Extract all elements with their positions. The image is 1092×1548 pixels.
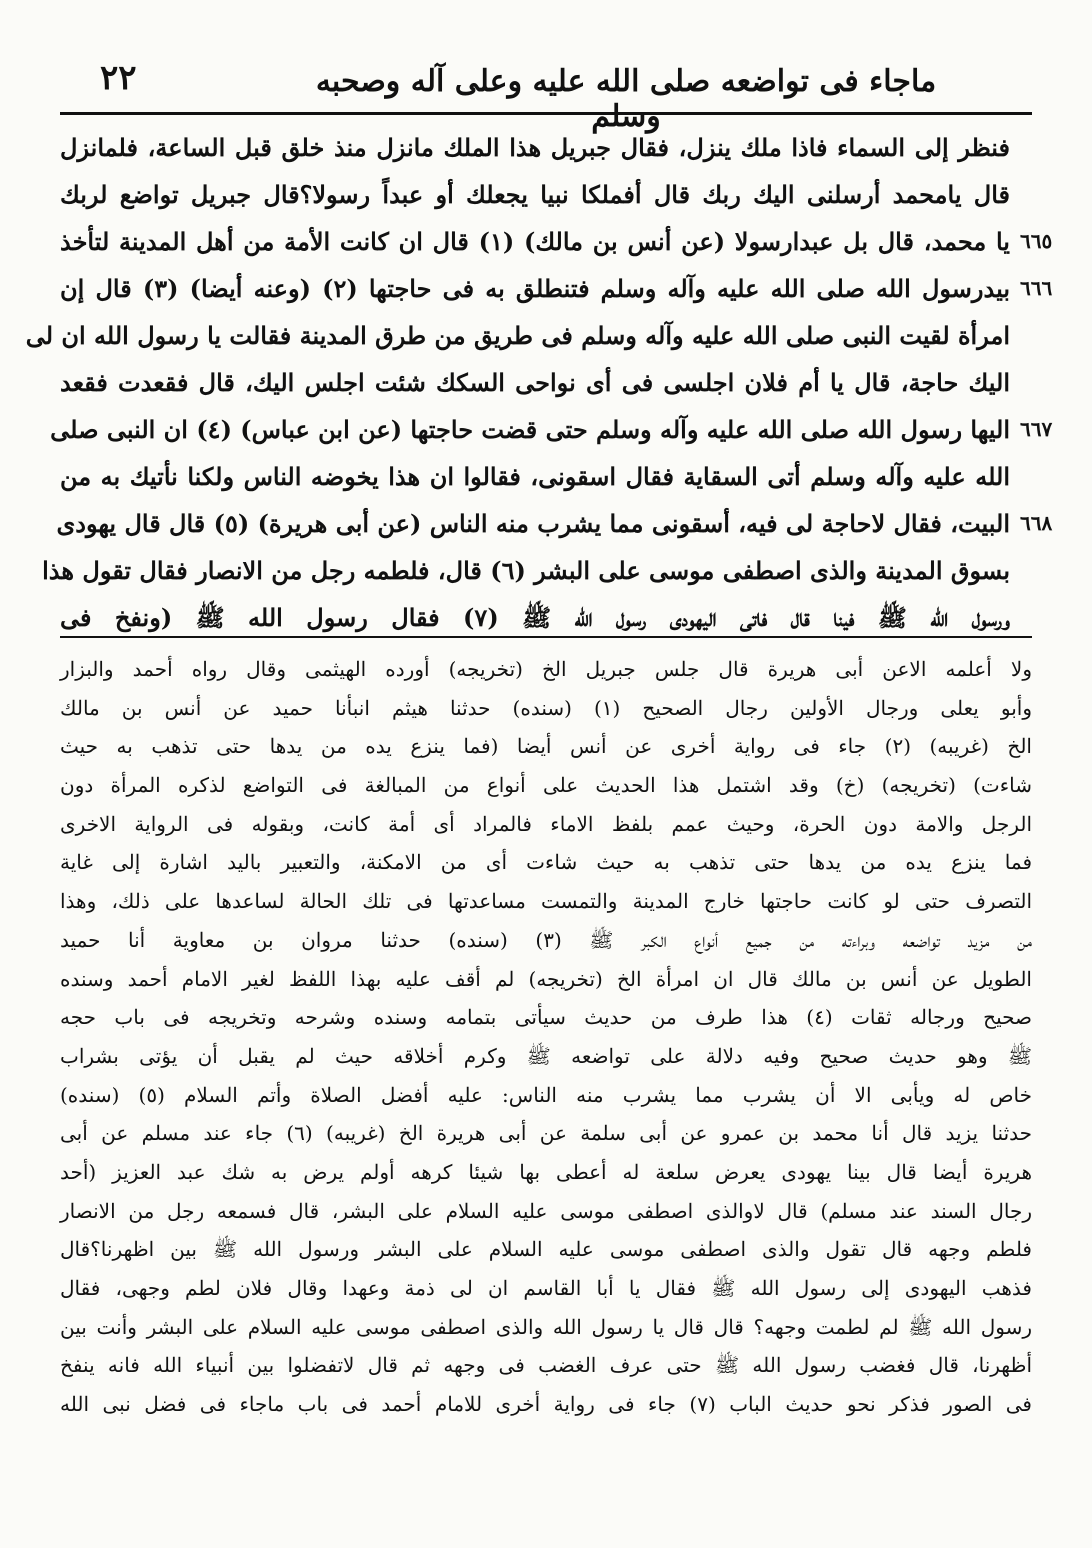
footnote-line: الطويل عن أنس بن مالك قال ان امرأة الخ (تخريجه) لم أقف عليه بهذا اللفظ لغير الامام أحمد وسنده (60, 966, 1032, 991)
footnote-line: فلطم وجهه قال تقول والذى اصطفى موسى عليه السلام على البشر ورسول الله ﷺ بين اظهرنا؟قال (60, 1237, 1032, 1262)
hadith-number: ٦٦٥ (1020, 229, 1053, 253)
footnote-line: فى الصور فذكر نحو حديث الباب (٧) جاء فى رواية أخرى للامام أحمد فى باب ماجاء فى فضل نبى الله (60, 1392, 1032, 1417)
main-line-text: اليها رسول الله صلى الله عليه وآله وسلم حتى قضت حاجتها (عن ابن عباس) (٤) ان النبى صلى (50, 415, 1010, 444)
footnote-line: رجال السند عند مسلم) قال لاوالذى اصطفى موسى عليه السلام على البشر، قال فسمعه رجل من الانصار (60, 1198, 1032, 1223)
main-line-text: قال يامحمد أرسلنى اليك ربك قال أفملكا نبيا يجعلك أو عبداً رسولا؟قال جبريل تواضع لربك (60, 180, 1010, 209)
main-line (50, 406, 1053, 453)
footnote-line: الرجل والامة دون الحرة، وحيث عمم بلفظ الاماء فالمراد أى أمة كانت، وبقوله فى الرواية الاخرى (60, 811, 1032, 836)
main-line-text: امرأة لقيت النبى صلى الله عليه وآله وسلم فى طريق من طرق المدينة فقالت يا رسول الله ان لى (25, 321, 1010, 350)
main-line (60, 218, 1053, 265)
footnote-line: حدثنا يزيد قال أنا محمد بن عمرو عن أبى سلمة عن أبى هريرة الخ (غريبه) (٦) جاء عند مسلم عن أبى (60, 1121, 1033, 1146)
footnotes (60, 650, 1032, 1424)
main-line (56, 500, 1053, 547)
main-line-text: يا محمد، قال بل عبدارسولا (عن أنس بن مالك) (١) قال ان كانت الأمة من أهل المدينة لتأخذ (60, 227, 1010, 256)
footnote-line: ولا أعلمه الاعن أبى هريرة قال جلس جبريل الخ (تخريجه) أورده الهيثمى وقال رواه أحمد والبزار (60, 657, 1032, 681)
main-line (42, 547, 1010, 594)
footnote-line: خاص له ويأبى الا أن يشرب مما يشرب منه الناس: عليه أفضل الصلاة وأتم السلام (٥) (سنده) (60, 1082, 1032, 1107)
footnote-line: وأبو يعلى ورجال الأولين رجال الصحيح (١) (سنده) حدثنا هيثم انبأنا حميد عن أنس بن مالك (60, 695, 1033, 720)
hadith-number: ٦٦٨ (1020, 511, 1053, 535)
page-number: ٢٢ (100, 58, 137, 98)
footnote-separator (60, 636, 1032, 638)
main-line (60, 265, 1053, 312)
footnote-line: الخ (غريبه) (٢) جاء فى رواية أخرى عن أنس أيضا (فما ينزع يده من يدها حتى تذهب به حيث (60, 734, 1032, 759)
running-title: ماجاء فى تواضعه صلى الله عليه وعلى آله وصحبه وسلم (315, 64, 937, 134)
main-line (60, 453, 1010, 500)
footnote-line: فما ينزع يده من يدها حتى تذهب به حيث شاءت أى من الامكنة، والتعبير باليد اشارة إلى غاية (60, 850, 1032, 875)
main-line (60, 594, 1010, 641)
main-line-text: فنظر إلى السماء فاذا ملك ينزل، فقال جبريل هذا الملك مانزل منذ خلق قبل الساعة، فلمانزل (60, 133, 1010, 162)
footnote-line: صحيح ورجاله ثقات (٤) هذا طرف من حديث سيأتى بتمامه وسنده وشرحه وتخريجه فى باب حجه (60, 1005, 1032, 1030)
main-line-text: ورسول الله ﷺ فينا قال فاتى اليهودى رسول الله ﷺ (٧) فقال رسول الله ﷺ (ونفخ فى (60, 603, 1011, 632)
main-line-text: الله عليه وآله وسلم أتى السقاية فقال اسقونى، فقالوا ان هذا يخوضه الناس ولكنا نأتيك به من (60, 462, 1010, 491)
footnote-line: أظهرنا، قال فغضب رسول الله ﷺ حتى عرف الغضب فى وجهه ثم قال لاتفضلوا بين أنبياء الله فانه ينفخ (60, 1353, 1033, 1378)
footnote-line: ﷺ وهو حديث صحيح وفيه دلالة على تواضعه ﷺ وكرم أخلاقه حيث لم يقبل أن يؤتى بشراب (60, 1043, 1032, 1068)
main-line (25, 312, 1010, 359)
main-text (25, 124, 1053, 641)
hadith-number: ٦٦٦ (1020, 276, 1053, 300)
main-line (60, 124, 1010, 171)
hadith-number: ٦٦٧ (1020, 417, 1053, 441)
main-line-text: بسوق المدينة والذى اصطفى موسى على البشر (٦) قال، فلطمه رجل من الانصار فقال تقول هذا (42, 556, 1010, 585)
page-header (60, 50, 1032, 134)
main-line-text: اليك حاجة، قال يا أم فلان اجلسى فى أى نواحى السكك شئت اجلس اليك، قال فقعدت فقعد (60, 368, 1010, 397)
main-line (60, 171, 1010, 218)
footnote-line: من مزيد تواضعه وبراءته من جميع أنواع الكبر ﷺ (٣) (سنده) حدثنا مروان بن معاوية أنا حميد (60, 927, 1032, 952)
main-line-text: بيدرسول الله صلى الله عليه وآله وسلم فتنطلق به فى حاجتها (٢) (وعنه أيضا) (٣) قال إن (60, 274, 1010, 303)
footnote-line: هريرة أيضا قال بينا يهودى يعرض سلعة له أعطى بها شيئا كرهه أولم يرض به شك عبد العزيز (أحد (60, 1159, 1032, 1184)
footnote-line: رسول الله ﷺ لم لطمت وجهه؟ قال قال يا رسول الله والذى اصطفى موسى عليه السلام على البشر وأنت بين (60, 1314, 1032, 1339)
footnote-line: التصرف حتى لو كانت حاجتها خارج المدينة والتمست مساعدتها فى تلك الحالة لساعدها على ذلك، وهذا (60, 889, 1032, 914)
main-line (60, 359, 1010, 406)
footnote-line: فذهب اليهودى إلى رسول الله ﷺ فقال يا أبا القاسم ان لى ذمة وعهدا وقال فلان لطم وجهى، فقال (60, 1276, 1032, 1300)
footnote-line: شاءت) (تخريجه) (خ) وقد اشتمل هذا الحديث على أنواع من المبالغة فى التواضع لذكره المرأة دون (60, 773, 1032, 798)
main-line-text: البيت، فقال لاحاجة لى فيه، أسقونى مما يشرب منه الناس (عن أبى هريرة) (٥) قال قال يهودى (56, 509, 1010, 538)
